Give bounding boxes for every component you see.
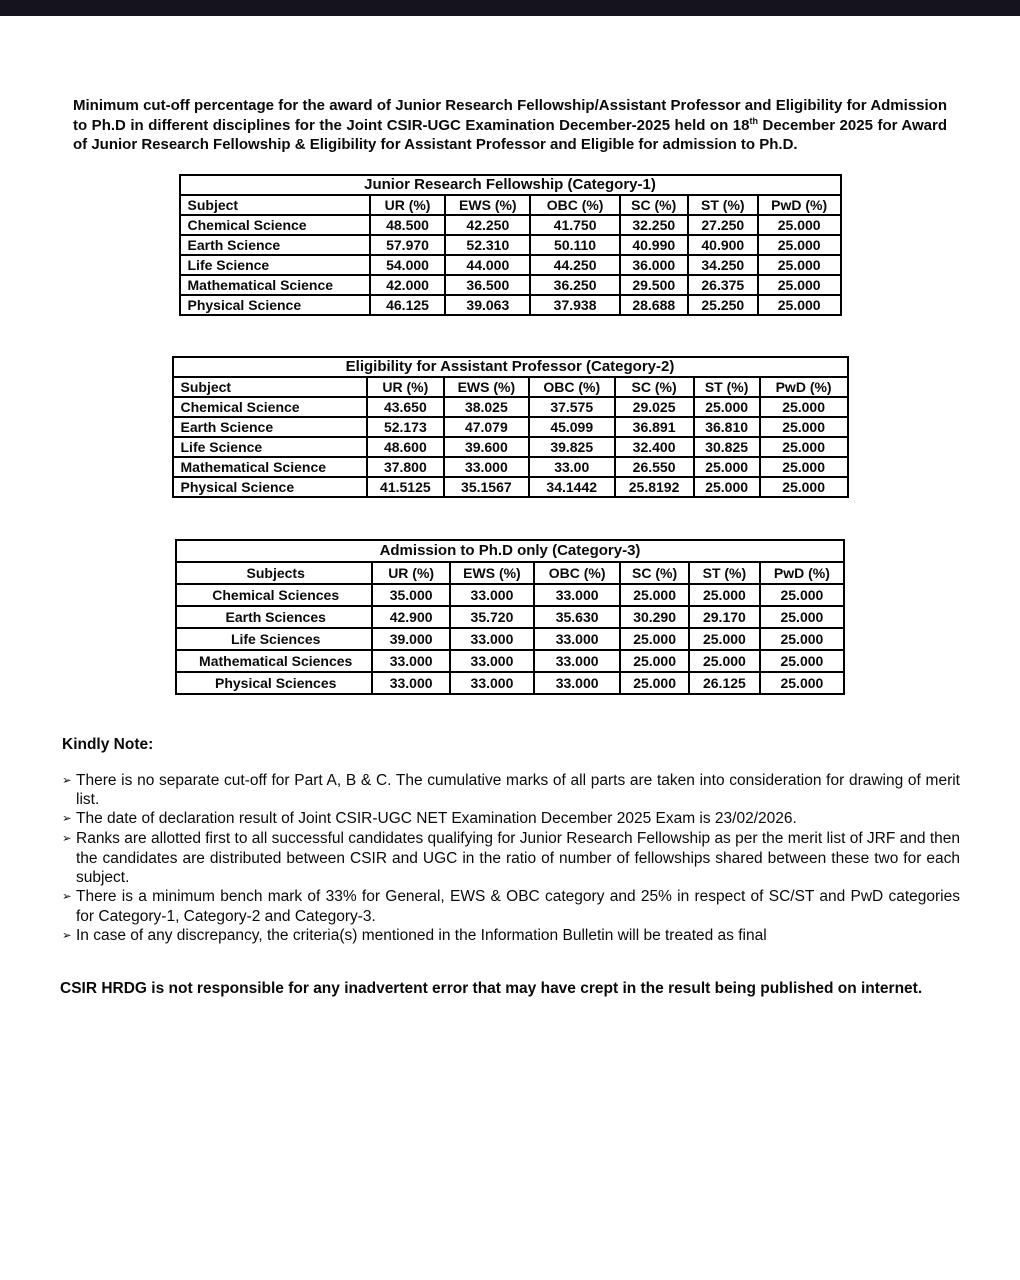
cutoff-value-cell: 25.000: [620, 672, 689, 694]
note-item: [62, 809, 960, 829]
cutoff-value-cell: 41.5125: [367, 477, 444, 497]
cutoff-value-cell: 29.170: [689, 606, 760, 628]
category-column-header: PwD (%): [758, 195, 841, 215]
cutoff-value-cell: 25.000: [760, 417, 848, 437]
cutoff-value-cell: 26.125: [689, 672, 760, 694]
cutoff-value-cell: 44.250: [530, 255, 619, 275]
cutoff-value-cell: 33.000: [444, 457, 529, 477]
cutoff-value-cell: 33.000: [450, 628, 534, 650]
subject-cell: Earth Sciences: [176, 606, 372, 628]
category-column-header: EWS (%): [450, 562, 534, 584]
category-column-header: PwD (%): [760, 562, 844, 584]
cutoff-value-cell: 40.990: [620, 235, 688, 255]
table-row: [173, 397, 848, 417]
category-column-header: OBC (%): [529, 377, 615, 397]
subject-cell: Physical Science: [180, 295, 370, 315]
cutoff-value-cell: 42.250: [445, 215, 530, 235]
cutoff-value-cell: 25.000: [620, 628, 689, 650]
table-header-row: [173, 377, 848, 397]
subject-cell: Chemical Science: [180, 215, 370, 235]
cutoff-value-cell: 29.500: [620, 275, 688, 295]
arrow-bullet-icon: ➢: [62, 929, 72, 942]
cutoff-value-cell: 33.000: [450, 584, 534, 606]
cutoff-value-cell: 46.125: [370, 295, 445, 315]
cutoff-value-cell: 48.500: [370, 215, 445, 235]
category-column-header: SC (%): [620, 195, 688, 215]
category-column-header: OBC (%): [530, 195, 619, 215]
cutoff-value-cell: 33.000: [450, 672, 534, 694]
category-column-header: SC (%): [615, 377, 694, 397]
cutoff-value-cell: 36.810: [694, 417, 760, 437]
cutoff-value-cell: 25.000: [689, 584, 760, 606]
cutoff-value-cell: 25.000: [760, 606, 844, 628]
cutoff-value-cell: 43.650: [367, 397, 444, 417]
cutoff-value-cell: 38.025: [444, 397, 529, 417]
cutoff-value-cell: 26.375: [688, 275, 758, 295]
cutoff-value-cell: 42.000: [370, 275, 445, 295]
cutoff-value-cell: 33.000: [372, 650, 449, 672]
cutoff-value-cell: 45.099: [529, 417, 615, 437]
subject-cell: Mathematical Sciences: [176, 650, 372, 672]
cutoff-value-cell: 36.500: [445, 275, 530, 295]
table-row: [180, 295, 841, 315]
cutoff-value-cell: 35.000: [372, 584, 449, 606]
cutoff-value-cell: 25.000: [758, 295, 841, 315]
category-column-header: ST (%): [694, 377, 760, 397]
cutoff-value-cell: 41.750: [530, 215, 619, 235]
cutoff-value-cell: 52.173: [367, 417, 444, 437]
category-column-header: EWS (%): [444, 377, 529, 397]
cutoff-value-cell: 30.290: [620, 606, 689, 628]
note-item: [62, 887, 960, 926]
subject-cell: Earth Science: [173, 417, 367, 437]
subject-column-header: Subject: [173, 377, 367, 397]
cutoff-value-cell: 25.000: [694, 457, 760, 477]
note-item: [62, 771, 960, 810]
category-column-header: UR (%): [367, 377, 444, 397]
arrow-bullet-icon: ➢: [62, 891, 72, 904]
arrow-bullet-icon: ➢: [62, 833, 72, 846]
subject-column-header: Subject: [180, 195, 370, 215]
cutoff-value-cell: 35.1567: [444, 477, 529, 497]
notes-list: [62, 771, 960, 947]
table-title: Admission to Ph.D only (Category-3): [176, 540, 844, 562]
cutoff-value-cell: 40.900: [688, 235, 758, 255]
notes-section: [62, 735, 960, 947]
cutoff-value-cell: 30.825: [694, 437, 760, 457]
note-item: [62, 829, 960, 887]
category-column-header: OBC (%): [534, 562, 620, 584]
cutoff-value-cell: 25.000: [689, 628, 760, 650]
subject-cell: Life Science: [180, 255, 370, 275]
cutoff-value-cell: 50.110: [530, 235, 619, 255]
note-item-text: Ranks are allotted first to all successful candidates qualifying for Junior Research Fellowship as per the merit list of JRF and then the candidates are distributed between CSIR and UGC in the ratio of number of fellowships shared between these two for each subject.: [76, 830, 960, 886]
category-column-header: ST (%): [688, 195, 758, 215]
category-column-header: PwD (%): [760, 377, 848, 397]
intro-text: Minimum cut-off percentage for the award of Junior Research Fellowship/Assistant Professor and Eligibility for Admission to Ph.D in different disciplines for the Joint CSIR-UGC Examination December-2025 held on 18: [73, 97, 947, 134]
cutoff-value-cell: 34.250: [688, 255, 758, 275]
table-row: [180, 275, 841, 295]
category-column-header: UR (%): [372, 562, 449, 584]
cutoff-value-cell: 25.000: [620, 584, 689, 606]
cutoff-value-cell: 28.688: [620, 295, 688, 315]
cutoff-value-cell: 25.000: [758, 235, 841, 255]
cutoff-value-cell: 25.000: [620, 650, 689, 672]
cutoff-value-cell: 39.600: [444, 437, 529, 457]
cutoff-value-cell: 29.025: [615, 397, 694, 417]
table-row: [180, 215, 841, 235]
cutoff-value-cell: 39.000: [372, 628, 449, 650]
subject-cell: Chemical Science: [173, 397, 367, 417]
cutoff-value-cell: 33.000: [372, 672, 449, 694]
cutoff-value-cell: 25.000: [760, 437, 848, 457]
cutoff-value-cell: 25.8192: [615, 477, 694, 497]
assistant-professor-category2-table: [172, 356, 849, 498]
cutoff-value-cell: 54.000: [370, 255, 445, 275]
cutoff-value-cell: 47.079: [444, 417, 529, 437]
table-row: [173, 417, 848, 437]
cutoff-value-cell: 25.000: [758, 275, 841, 295]
table-header-row: [180, 195, 841, 215]
cutoff-value-cell: 33.000: [534, 584, 620, 606]
subject-column-header: Subjects: [176, 562, 372, 584]
disclaimer-text: CSIR HRDG is not responsible for any inadvertent error that may have crept in the result being published on internet.: [60, 980, 923, 998]
table-row: [176, 650, 844, 672]
table-title-row: [176, 540, 844, 562]
cutoff-value-cell: 25.000: [694, 477, 760, 497]
cutoff-value-cell: 27.250: [688, 215, 758, 235]
table-row: [176, 584, 844, 606]
cutoff-value-cell: 25.000: [694, 397, 760, 417]
subject-cell: Life Sciences: [176, 628, 372, 650]
table-title: Eligibility for Assistant Professor (Category-2): [173, 357, 848, 377]
cutoff-value-cell: 32.250: [620, 215, 688, 235]
cutoff-value-cell: 32.400: [615, 437, 694, 457]
cutoff-value-cell: 33.000: [450, 650, 534, 672]
cutoff-value-cell: 25.250: [688, 295, 758, 315]
intro-paragraph: [73, 96, 947, 155]
cutoff-value-cell: 33.000: [534, 672, 620, 694]
cutoff-value-cell: 25.000: [758, 215, 841, 235]
table-row: [176, 628, 844, 650]
category-column-header: UR (%): [370, 195, 445, 215]
subject-cell: Physical Sciences: [176, 672, 372, 694]
table-row: [173, 437, 848, 457]
cutoff-value-cell: 25.000: [760, 397, 848, 417]
top-bar: [0, 0, 1020, 16]
cutoff-value-cell: 36.891: [615, 417, 694, 437]
intro-text-continued: December 2025 for Award of Junior Research Fellowship & Eligibility for Assistant Professor and Eligible for admission to Ph.D.: [73, 116, 947, 153]
table-title: Junior Research Fellowship (Category-1): [180, 175, 841, 195]
subject-cell: Mathematical Science: [180, 275, 370, 295]
ordinal-superscript: th: [749, 115, 758, 126]
cutoff-value-cell: 25.000: [760, 628, 844, 650]
cutoff-value-cell: 33.000: [534, 650, 620, 672]
cutoff-value-cell: 48.600: [367, 437, 444, 457]
cutoff-value-cell: 36.000: [620, 255, 688, 275]
cutoff-value-cell: 57.970: [370, 235, 445, 255]
cutoff-value-cell: 34.1442: [529, 477, 615, 497]
cutoff-value-cell: 44.000: [445, 255, 530, 275]
cutoff-value-cell: 25.000: [758, 255, 841, 275]
table-header-row: [176, 562, 844, 584]
table-row: [173, 457, 848, 477]
note-item: [62, 926, 960, 946]
cutoff-value-cell: 37.575: [529, 397, 615, 417]
phd-admission-category3-table: [175, 539, 845, 695]
table-title-row: [180, 175, 841, 195]
subject-cell: Chemical Sciences: [176, 584, 372, 606]
subject-cell: Earth Science: [180, 235, 370, 255]
cutoff-value-cell: 25.000: [760, 477, 848, 497]
cutoff-value-cell: 35.630: [534, 606, 620, 628]
cutoff-value-cell: 36.250: [530, 275, 619, 295]
cutoff-value-cell: 42.900: [372, 606, 449, 628]
table-row: [176, 672, 844, 694]
cutoff-value-cell: 26.550: [615, 457, 694, 477]
cutoff-value-cell: 33.00: [529, 457, 615, 477]
cutoff-value-cell: 39.063: [445, 295, 530, 315]
table-row: [180, 235, 841, 255]
cutoff-value-cell: 25.000: [760, 584, 844, 606]
cutoff-value-cell: 25.000: [760, 650, 844, 672]
cutoff-value-cell: 25.000: [689, 650, 760, 672]
table-row: [173, 477, 848, 497]
category-column-header: ST (%): [689, 562, 760, 584]
table-title-row: [173, 357, 848, 377]
table-row: [180, 255, 841, 275]
arrow-bullet-icon: ➢: [62, 774, 72, 787]
cutoff-value-cell: 39.825: [529, 437, 615, 457]
category-column-header: SC (%): [620, 562, 689, 584]
note-item-text: The date of declaration result of Joint CSIR-UGC NET Examination December 2025 Exam is 23/02/2026.: [76, 810, 797, 828]
cutoff-value-cell: 33.000: [534, 628, 620, 650]
cutoff-value-cell: 37.938: [530, 295, 619, 315]
note-item-text: In case of any discrepancy, the criteria(s) mentioned in the Information Bulletin will be treated as final: [76, 926, 767, 944]
cutoff-value-cell: 25.000: [760, 457, 848, 477]
cutoff-value-cell: 35.720: [450, 606, 534, 628]
arrow-bullet-icon: ➢: [62, 813, 72, 826]
jrf-category1-table: [179, 174, 842, 316]
note-item-text: There is no separate cut-off for Part A, B & C. The cumulative marks of all parts are taken into consideration for drawing of merit list.: [76, 771, 960, 808]
notes-heading: Kindly Note:: [62, 735, 154, 753]
subject-cell: Life Science: [173, 437, 367, 457]
subject-cell: Physical Science: [173, 477, 367, 497]
cutoff-value-cell: 25.000: [760, 672, 844, 694]
subject-cell: Mathematical Science: [173, 457, 367, 477]
category-column-header: EWS (%): [445, 195, 530, 215]
note-item-text: There is a minimum bench mark of 33% for General, EWS & OBC category and 25% in respect of SC/ST and PwD categories for Category-1, Category-2 and Category-3.: [76, 888, 960, 925]
table-row: [176, 606, 844, 628]
cutoff-value-cell: 52.310: [445, 235, 530, 255]
cutoff-value-cell: 37.800: [367, 457, 444, 477]
